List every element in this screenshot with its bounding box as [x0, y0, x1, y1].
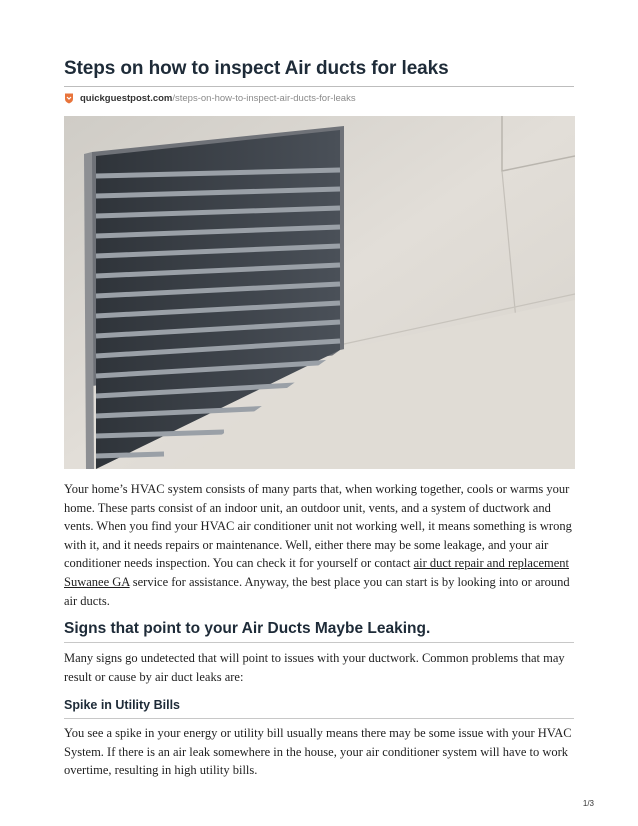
source-line: [64, 93, 356, 104]
title-divider: [64, 86, 574, 87]
section-heading: Signs that point to your Air Ducts Maybe Leaking.: [64, 620, 431, 637]
subsection-heading: Spike in Utility Bills: [64, 698, 180, 712]
shield-badge-icon: [64, 93, 74, 104]
section-paragraph: Many signs go undetected that will point to issues with your ductwork. Common problems that may result or cause by air duct leaks are:: [64, 651, 565, 684]
hero-image: [64, 116, 575, 469]
subsection-divider: [64, 718, 574, 719]
subsection-paragraph: You see a spike in your energy or utility bill usually means there may be some issue with your HVAC System. If there is an air leak somewhere in the house, your air conditioner system will have to work overtime, resulting in high utility bills.: [64, 726, 572, 778]
intro-paragraph: Your home’s HVAC system consists of many parts that, when working together, cools or warms your home. These parts consist of an indoor unit, an outdoor unit, vents, and a system of ductwork and vents. When you find your HVAC air conditioner unit not working well, it means something is wrong with it, and it needs repairs or maintenance. Well, either there may be some leakage, and your air conditioner needs inspection. You can check it for yourself or contact air duct repair and replacement Suwanee GA service for assistance. Anyway, the best place you can start is by looking into or around air ducts.: [64, 482, 572, 608]
source-link[interactable]: [80, 93, 356, 104]
source-path: /steps-on-how-to-inspect-air-ducts-for-leaks: [172, 93, 356, 104]
section-divider: [64, 642, 574, 643]
service-link[interactable]: air duct repair and replacement Suwanee GA: [64, 556, 570, 589]
page-title: Steps on how to inspect Air ducts for leaks: [64, 58, 449, 79]
page-number: 1/3: [582, 799, 594, 808]
source-site: quickguestpost.com: [80, 93, 173, 104]
